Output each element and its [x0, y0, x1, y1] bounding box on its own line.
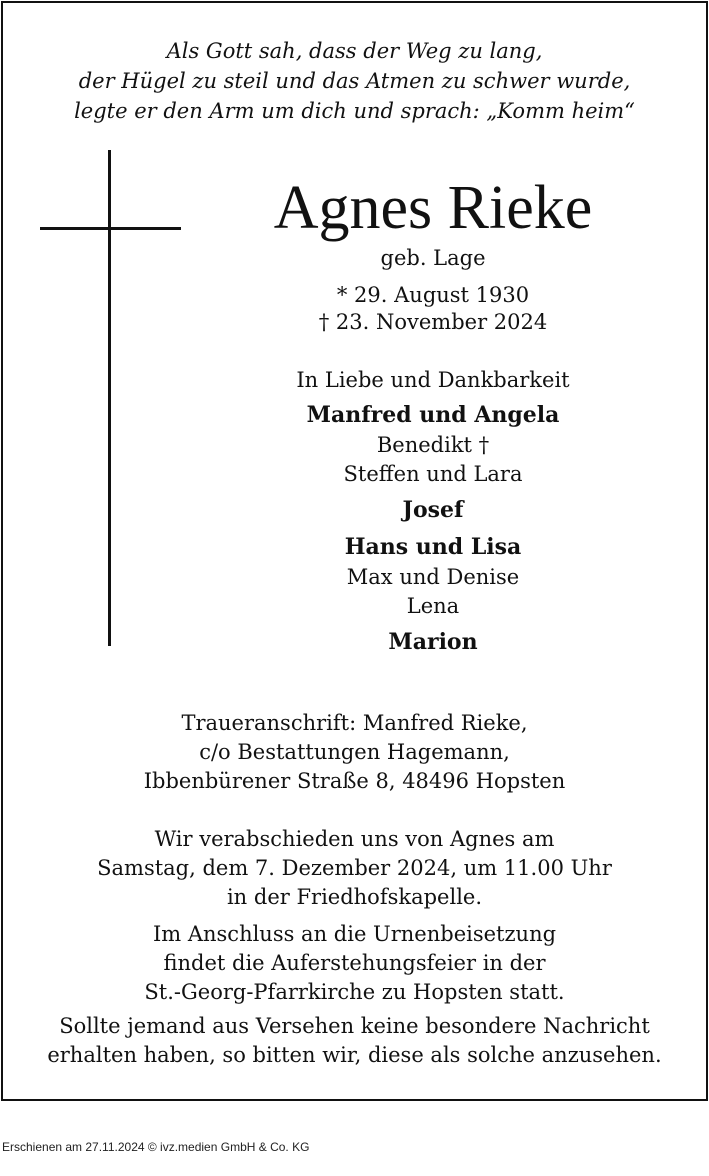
- note-line: erhalten haben, so bitten wir, diese als solche anzusehen.: [47, 1043, 662, 1067]
- urn-line: St.-Georg-Pfarrkirche zu Hopsten statt.: [144, 980, 565, 1004]
- poem-line: legte er den Arm um dich und sprach: „Komm heim“: [74, 99, 635, 123]
- farewell-notice: [0, 825, 709, 912]
- poem-line: Als Gott sah, dass der Weg zu lang,: [166, 39, 543, 63]
- mourners-intro: In Liebe und Dankbarkeit: [296, 368, 570, 392]
- mourner-member: Lena: [406, 594, 460, 618]
- birth-name: geb. Lage: [380, 246, 486, 270]
- mourner-member: Steffen und Lara: [343, 462, 523, 486]
- mourner-group-head: Josef: [402, 497, 464, 523]
- cross-icon: [108, 150, 111, 646]
- note-line: Sollte jemand aus Versehen keine besondere Nachricht: [59, 1014, 650, 1038]
- farewell-line: Samstag, dem 7. Dezember 2024, um 11.00 Uhr: [97, 856, 612, 880]
- mourners-list: [210, 399, 656, 658]
- urn-line: findet die Auferstehungsfeier in der: [163, 951, 546, 975]
- farewell-line: in der Friedhofskapelle.: [226, 885, 483, 909]
- address-line: Ibbenbürener Straße 8, 48496 Hopsten: [143, 769, 566, 793]
- publication-footer: Erschienen am 27.11.2024 © ivz.medien GmbH & Co. KG: [2, 1140, 310, 1154]
- poem: [0, 36, 709, 126]
- mourner-group-head: Hans und Lisa: [344, 534, 522, 560]
- mourner-group-head: Manfred und Angela: [306, 402, 560, 428]
- urn-burial-notice: [0, 920, 709, 1007]
- life-dates: [210, 282, 656, 336]
- birth-date: * 29. August 1930: [336, 283, 530, 307]
- mourning-address: [0, 709, 709, 796]
- mourner-member: Max und Denise: [346, 565, 520, 589]
- cross-icon-bar: [40, 227, 181, 230]
- urn-line: Im Anschluss an die Urnenbeisetzung: [152, 922, 557, 946]
- death-date: † 23. November 2024: [318, 310, 548, 334]
- notification-note: [0, 1012, 709, 1070]
- poem-line: der Hügel zu steil und das Atmen zu schwer wurde,: [78, 69, 631, 93]
- address-line: c/o Bestattungen Hagemann,: [199, 740, 510, 764]
- farewell-line: Wir verabschieden uns von Agnes am: [154, 827, 555, 851]
- address-line: Traueranschrift: Manfred Rieke,: [181, 711, 528, 735]
- deceased-name: Agnes Rieke: [273, 174, 593, 242]
- mourner-group-head: Marion: [388, 629, 478, 655]
- mourner-member: Benedikt †: [376, 433, 490, 457]
